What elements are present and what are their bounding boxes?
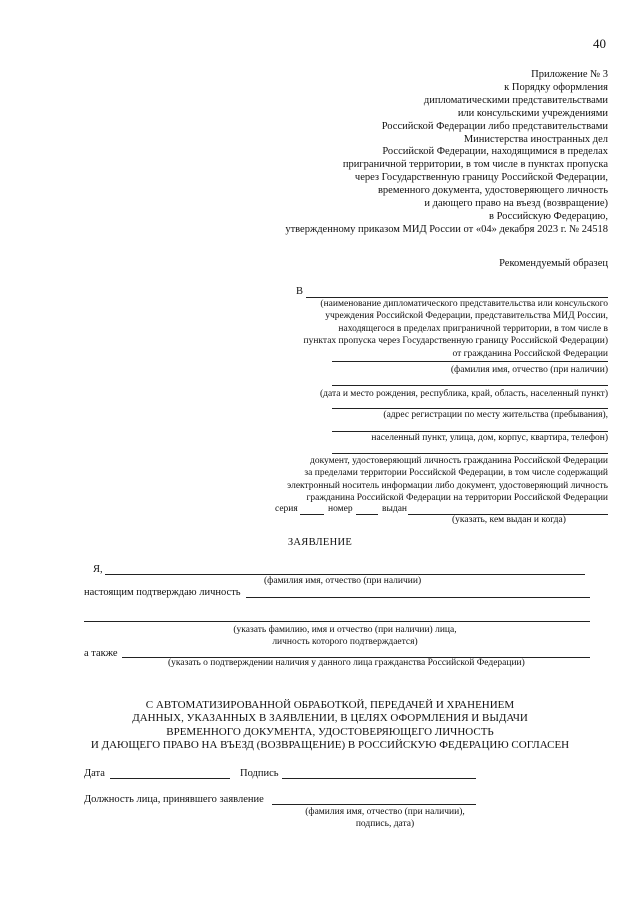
applicant-name-field[interactable] xyxy=(332,361,608,362)
citizenship-caption: (указать о подтверждении наличия у данного лица гражданства Российской Федерации) xyxy=(168,658,525,668)
consent-line: ДАННЫХ, УКАЗАННЫХ В ЗАЯВЛЕНИИ, В ЦЕЛЯХ ОФОРМЛЕНИЯ И ВЫДАЧИ xyxy=(132,712,528,725)
consent-line: ВРЕМЕННОГО ДОКУМЕНТА, УДОСТОВЕРЯЮЩЕГО ЛИЧНОСТЬ xyxy=(166,725,494,738)
birth-caption: (дата и место рождения, республика, край, область, населенный пункт) xyxy=(320,389,608,399)
confirm-field[interactable] xyxy=(246,597,590,598)
sign-field[interactable] xyxy=(282,778,476,779)
identity-doc-field[interactable] xyxy=(332,453,608,454)
caption-line: учреждения Российской Федерации, представительства МИД России, xyxy=(325,311,608,322)
caption-line: электронный носитель информации либо документ, удостоверяющий личность xyxy=(287,480,608,491)
appendix-line: к Порядку оформления xyxy=(504,81,608,93)
appendix-line: и дающего право на въезд (возвращение) xyxy=(424,198,608,210)
caption-line: (указать фамилию, имя и отчество (при наличии) лица, xyxy=(233,625,457,635)
addressee-prefix: В xyxy=(296,286,304,297)
caption-line: за пределами территории Российской Федерации, в том числе содержащий xyxy=(304,468,608,479)
appendix-line: Российской Федерации либо представительствами xyxy=(381,120,608,132)
appendix-line: или консульскими учреждениями xyxy=(457,107,608,119)
number-field[interactable] xyxy=(356,514,378,515)
number-label: номер xyxy=(328,504,353,514)
issued-label: выдан xyxy=(382,504,408,514)
appendix-line: утвержденному приказом МИД России от «04» декабря 2023 г. № 24518 xyxy=(285,223,608,235)
series-field[interactable] xyxy=(300,514,324,515)
also-label: а также xyxy=(84,648,118,659)
appendix-line: Министерства иностранных дел xyxy=(463,133,608,145)
appendix-line: Приложение № 3 xyxy=(531,69,608,80)
declarant-name-field[interactable] xyxy=(105,574,585,575)
caption-line: находящегося в пределах приграничной территории, в том числе в xyxy=(338,323,608,334)
appendix-header xyxy=(168,69,608,237)
confirm-label: настоящим подтверждаю личность xyxy=(84,587,241,598)
address-field-2[interactable] xyxy=(332,431,608,432)
recommended-sample: Рекомендуемый образец xyxy=(499,258,608,269)
series-label: серия xyxy=(275,504,298,514)
appendix-line: временного документа, удостоверяющего личность xyxy=(377,185,608,197)
appendix-line: Российской Федерации, находящимися в пределах xyxy=(382,146,608,158)
official-caption xyxy=(290,806,480,830)
official-field[interactable] xyxy=(272,804,476,805)
identity-doc-caption xyxy=(248,455,608,505)
caption-line: пунктах пропуска через Государственную границу Российской Федерации) xyxy=(303,336,608,347)
applicant-name-caption: (фамилия имя, отчество (при наличии) xyxy=(450,365,608,375)
issued-caption: (указать, кем выдан и когда) xyxy=(452,515,566,525)
caption-line: личность которого подтверждается) xyxy=(272,637,418,647)
from-citizen: от гражданина Российской Федерации xyxy=(452,348,608,359)
addressee-caption xyxy=(304,298,608,360)
appendix-line: приграничной территории, в том числе в пунктах пропуска xyxy=(342,159,608,171)
declarant-name-caption: (фамилия имя, отчество (при наличии) xyxy=(264,576,422,586)
caption-line: документ, удостоверяющий личность гражданина Российской Федерации xyxy=(309,456,608,466)
address-field[interactable] xyxy=(332,408,608,409)
address-caption: (адрес регистрации по месту жительства (пребывания), xyxy=(383,410,608,420)
consent-statement xyxy=(60,699,600,753)
address-caption-2: населенный пункт, улица, дом, корпус, квартира, телефон) xyxy=(371,433,608,443)
person-caption xyxy=(200,624,490,648)
official-label: Должность лица, принявшего заявление xyxy=(84,794,264,805)
i-label: Я, xyxy=(93,564,103,575)
person-field[interactable] xyxy=(84,621,590,622)
consent-line: И ДАЮЩЕГО ПРАВО НА ВЪЕЗД (ВОЗВРАЩЕНИЕ) В РОССИЙСКУЮ ФЕДЕРАЦИЮ СОГЛАСЕН xyxy=(90,739,570,752)
page-number: 40 xyxy=(593,36,606,51)
birth-field[interactable] xyxy=(332,385,608,386)
appendix-line: дипломатическими представительствами xyxy=(423,94,608,106)
document-title: ЗАЯВЛЕНИЕ xyxy=(287,537,353,548)
caption-line: гражданина Российской Федерации на территории Российской Федерации xyxy=(306,493,608,504)
caption-line: подпись, дата) xyxy=(355,819,415,829)
date-field[interactable] xyxy=(110,778,230,779)
caption-line: (наименование дипломатического представительства или консульского xyxy=(320,299,608,309)
consent-line: С АВТОМАТИЗИРОВАННОЙ ОБРАБОТКОЙ, ПЕРЕДАЧЕЙ И ХРАНЕНИЕМ xyxy=(145,699,515,711)
date-label: Дата xyxy=(84,768,105,779)
appendix-line: в Российскую Федерацию, xyxy=(488,210,608,222)
sign-label: Подпись xyxy=(240,768,279,779)
appendix-line: через Государственную границу Российской Федерации, xyxy=(354,172,608,184)
caption-line: (фамилия имя, отчество (при наличии), xyxy=(305,807,465,817)
